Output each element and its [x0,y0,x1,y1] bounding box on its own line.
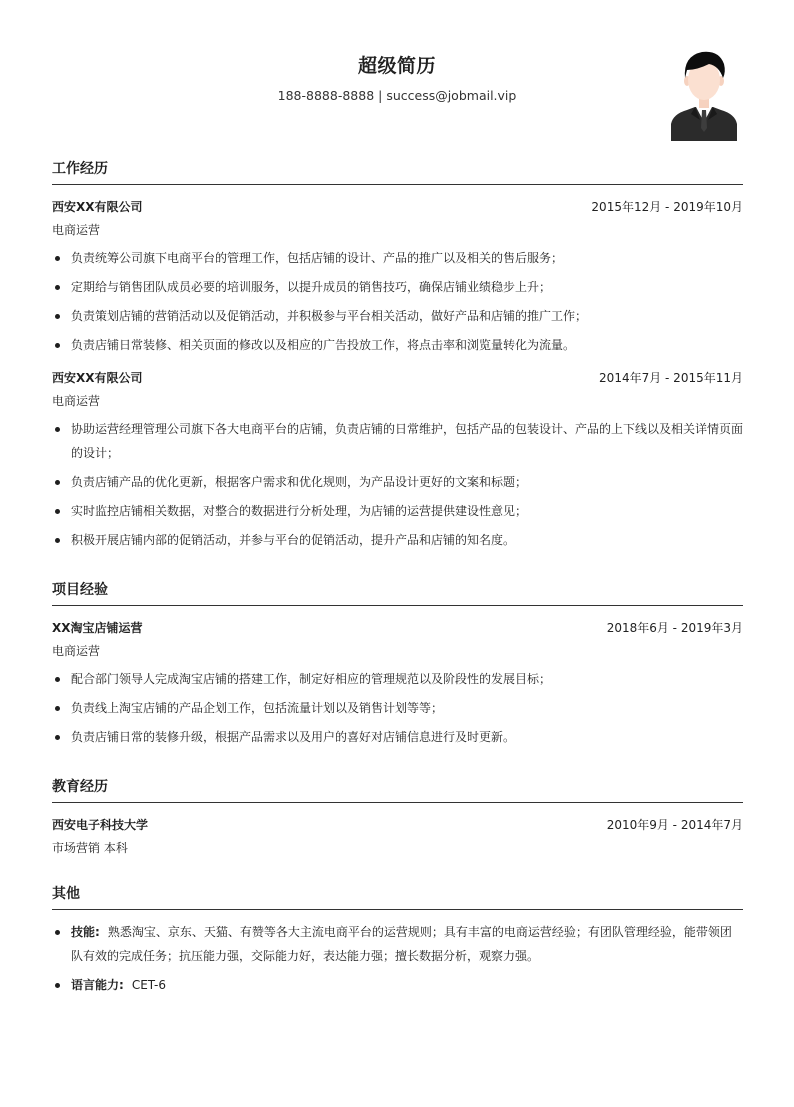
bullet-item: 负责线上淘宝店铺的产品企划工作，包括流量计划以及销售计划等等； [52,696,743,720]
project-entry [52,616,743,749]
bullet-item: 定期给与销售团队成员必要的培训服务，以提升成员的销售技巧，确保店铺业绩稳步上升； [52,275,743,299]
bullet-item: 负责统筹公司旗下电商平台的管理工作，包括店铺的设计、产品的推广以及相关的售后服务； [52,246,743,270]
bullet-item: 协助运营经理管理公司旗下各大电商平台的店铺，负责店铺的日常维护，包括产品的包装设计、产品的上下线以及相关详情页面的设计； [52,417,743,465]
avatar [669,48,739,141]
skills-label: 技能: [71,925,100,939]
contact-info: 188-8888-8888 | success@jobmail.vip [277,88,517,103]
resume-name: 超级简历 [357,55,436,77]
work-entry [52,195,743,357]
education-entry [52,813,743,861]
bullet-item: 负责店铺日常的装修升级，根据产品需求以及用户的喜好对店铺信息进行及时更新。 [52,725,743,749]
section-title-education: 教育经历 [52,776,743,803]
bullet-item: 负责店铺日常装修、相关页面的修改以及相应的广告投放工作，将点击率和浏览量转化为流量。 [52,333,743,357]
skills-item [52,920,743,968]
entry-date: 2015年12月 - 2019年10月 [591,199,743,214]
entry-organization: XX淘宝店铺运营 [52,620,143,635]
education-section [52,776,743,861]
language-text: CET-6 [131,978,166,992]
bullet-item: 积极开展店铺内部的促销活动，并参与平台的促销活动，提升产品和店铺的知名度。 [52,528,743,552]
bullet-item: 负责店铺产品的优化更新，根据客户需求和优化规则，为产品设计更好的文案和标题； [52,470,743,494]
entry-organization: 西安XX有限公司 [52,199,143,214]
entry-role: 电商运营 [52,223,101,237]
entry-date: 2018年6月 - 2019年3月 [606,620,743,635]
section-title-projects: 项目经验 [52,579,743,606]
entry-role: 电商运营 [52,644,101,658]
projects-section [52,579,743,749]
section-title-work: 工作经历 [52,158,743,185]
work-section [52,158,743,552]
entry-organization: 西安电子科技大学 [52,817,149,832]
language-item [52,973,743,997]
bullet-item: 负责策划店铺的营销活动以及促销活动，并积极参与平台相关活动，做好产品和店铺的推广工作； [52,304,743,328]
entry-role: 电商运营 [52,394,101,408]
resume-header [0,0,794,150]
entry-role: 市场营销 本科 [52,841,128,855]
bullet-item: 配合部门领导人完成淘宝店铺的搭建工作，制定好相应的管理规范以及阶段性的发展目标； [52,667,743,691]
section-title-other: 其他 [52,883,743,910]
language-label: 语言能力: [71,978,124,992]
resume-content [52,158,743,1002]
entry-organization: 西安XX有限公司 [52,370,143,385]
bullet-item: 实时监控店铺相关数据，对整合的数据进行分析处理，为店铺的运营提供建设性意见； [52,499,743,523]
skills-text: 熟悉淘宝、京东、天猫、有赞等各大主流电商平台的运营规则；具有丰富的电商运营经验；有团队管理经验，能带领团队有效的完成任务；抗压能力强，交际能力好，表达能力强；擅长数据分析，观察力强。 [71,925,732,963]
work-entry [52,366,743,552]
entry-date: 2014年7月 - 2015年11月 [599,370,743,385]
other-section [52,883,743,997]
entry-date: 2010年9月 - 2014年7月 [606,817,743,832]
